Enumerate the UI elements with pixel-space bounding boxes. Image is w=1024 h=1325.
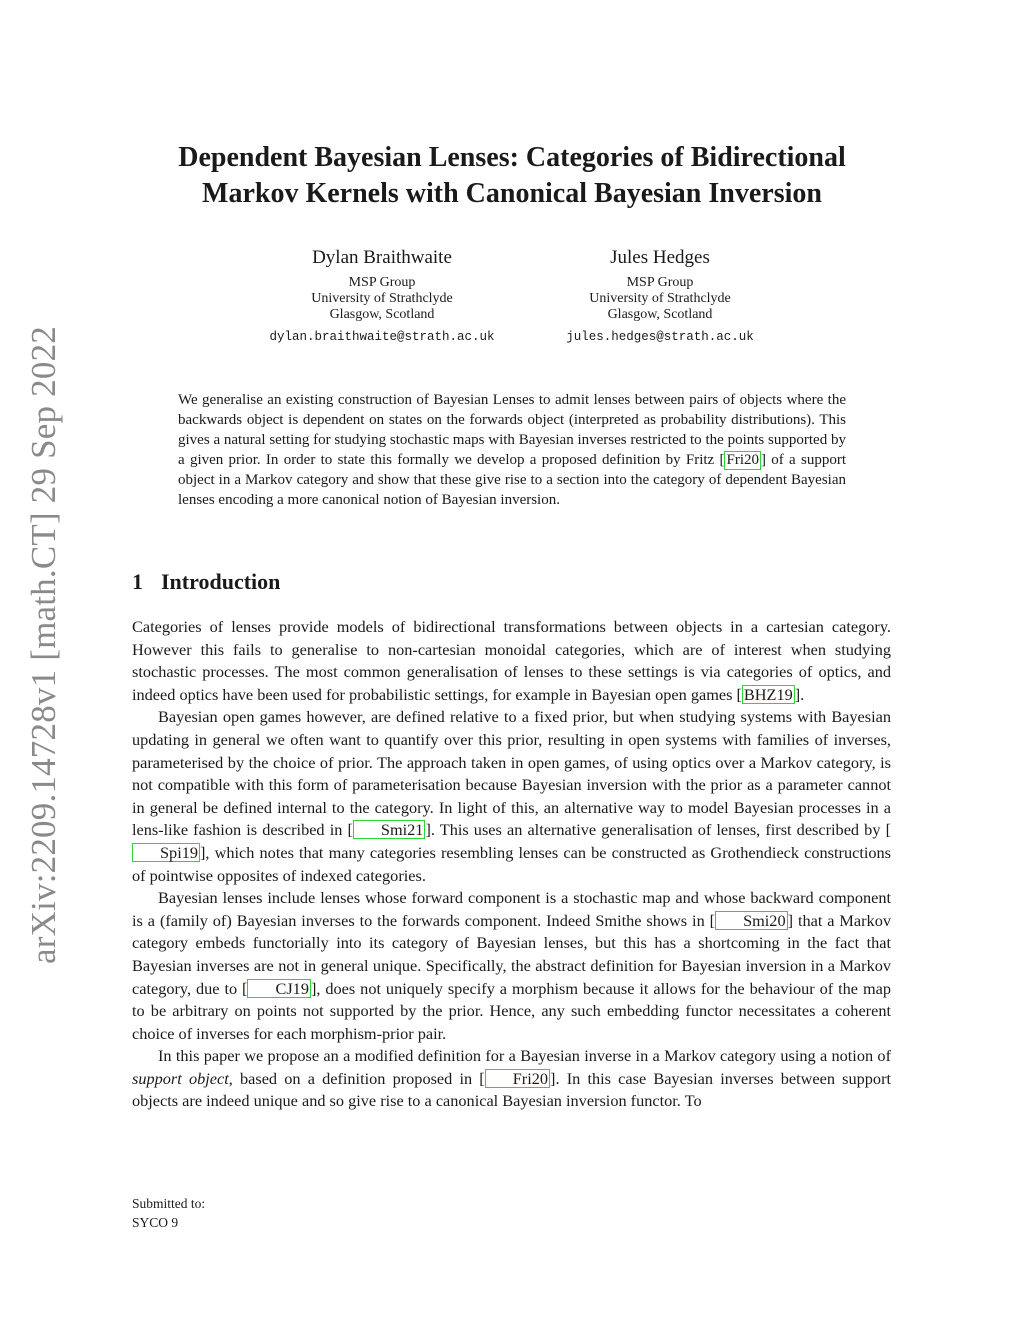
author-email[interactable]: jules.hedges@strath.ac.uk — [566, 330, 754, 344]
author-name: Dylan Braithwaite — [312, 247, 452, 268]
citation-link[interactable]: Fri20 — [485, 1069, 550, 1088]
author-block — [515, 247, 805, 345]
paragraph-text: , based on a definition proposed in [ — [228, 1068, 485, 1088]
author-university: University of Strathclyde — [589, 291, 731, 306]
section-number: 1 — [132, 569, 143, 594]
submission-footer — [132, 1194, 205, 1232]
paragraph-text: ] that a Markov category embeds functorially into its category of Bayesian lenses, but this has a shortcoming in the fact that Bayesian inverses are not in general unique. Specifically, the abstract definition for Bayesian inversion in a Markov category, due to [ — [132, 910, 891, 998]
citation-link[interactable]: Spi19 — [132, 843, 200, 862]
citation-link[interactable]: CJ19 — [247, 979, 310, 998]
abstract-text: We generalise an existing construction of Bayesian Lenses to admit lenses between pairs of objects where the backwards object is dependent on states on the forwards object (interpreted as probability distributions). This gives a natural setting for studying stochastic maps with Bayesian inverses restricted to the points supported by a given prior. In order to state this formally we develop a proposed definition by Fritz [ — [178, 392, 846, 468]
author-name: Jules Hedges — [610, 247, 710, 268]
citation-link[interactable]: Smi20 — [715, 911, 788, 930]
paragraph-text: Categories of lenses provide models of bidirectional transformations between objects in a cartesian category. However this fails to generalise to non-cartesian monoidal categories, which are of interest when studying stochastic processes. The most common generalisation of lenses to these settings is via categories of optics, and indeed optics have been used for probabilistic settings, for example in Bayesian open games [ — [132, 617, 891, 704]
author-block — [237, 247, 527, 345]
paragraph-text: Bayesian open games however, are defined relative to a fixed prior, but when studying systems with Bayesian updating in general we often want to quantify over this prior, resulting in open systems with families of inverses, parameterised by the choice of prior. The approach taken in open games, of using optics over a Markov category, is not compatible with this form of parameterisation because Bayesian inversion with the prior as a parameter cannot in general be defined internal to the category. In light of this, an alternative way to model Bayesian processes in a lens-like fashion is described in [ — [132, 707, 891, 840]
citation-link[interactable]: Smi21 — [353, 820, 426, 839]
arxiv-identifier: arXiv:2209.14728v1 [math.CT] 29 Sep 2022 — [24, 326, 63, 964]
paragraph-text: ]. — [794, 684, 805, 704]
body-text — [132, 616, 891, 1113]
author-email[interactable]: dylan.braithwaite@strath.ac.uk — [269, 330, 495, 344]
paragraph-text: In this paper we propose an a modified definition for a Bayesian inverse in a Markov category using a notion of — [158, 1046, 891, 1066]
author-location: Glasgow, Scotland — [607, 307, 713, 322]
paragraph-text: ]. This uses an alternative generalisation of lenses, first described by [ — [425, 820, 891, 840]
abstract-text: ] of a support object in a Markov category and show that these give rise to a section into the category of dependent Bayesian lenses encoding a more canonical notion of Bayesian inversion. — [178, 452, 846, 508]
paragraph-text: Bayesian lenses include lenses whose forward component is a stochastic map and whose backward component is a (family of) Bayesian inverses to the forwards component. Indeed Smithe shows in [ — [132, 888, 891, 930]
paragraph — [132, 1045, 891, 1113]
title-line-1: Dependent Bayesian Lenses: Categories of Bidirectional — [178, 142, 846, 173]
paragraph-text: ], does not uniquely specify a morphism because it allows for the behaviour of the map to be arbitrary on points not supported by the prior. Hence, any such embedding functor necessitates a coherent choice of inverses for each morphism-prior pair. — [132, 978, 891, 1043]
paragraph — [132, 616, 891, 706]
section-heading — [132, 568, 280, 596]
author-university: University of Strathclyde — [311, 291, 453, 306]
paper-title — [130, 140, 894, 212]
citation-link[interactable]: BHZ19 — [743, 684, 793, 704]
footer-line: Submitted to: — [132, 1196, 206, 1211]
title-line-2: Markov Kernels with Canonical Bayesian Inversion — [202, 178, 822, 209]
paragraph-text: ]. In this case Bayesian inverses between support objects are indeed unique and so give rise to a canonical Bayesian inversion functor. To — [132, 1068, 892, 1111]
author-location: Glasgow, Scotland — [329, 307, 435, 322]
section-title: Introduction — [161, 569, 281, 594]
citation-link[interactable]: Fri20 — [726, 452, 759, 468]
author-group: MSP Group — [348, 275, 416, 290]
paragraph — [132, 706, 891, 887]
author-group: MSP Group — [626, 275, 694, 290]
emphasis-text: support object — [132, 1068, 229, 1088]
paragraph — [132, 887, 891, 1045]
paragraph-text: ], which notes that many categories resembling lenses can be constructed as Grothendieck constructions of pointwise opposites of indexed categories. — [132, 842, 891, 885]
abstract — [178, 390, 846, 510]
footer-line: SYCO 9 — [132, 1215, 179, 1230]
